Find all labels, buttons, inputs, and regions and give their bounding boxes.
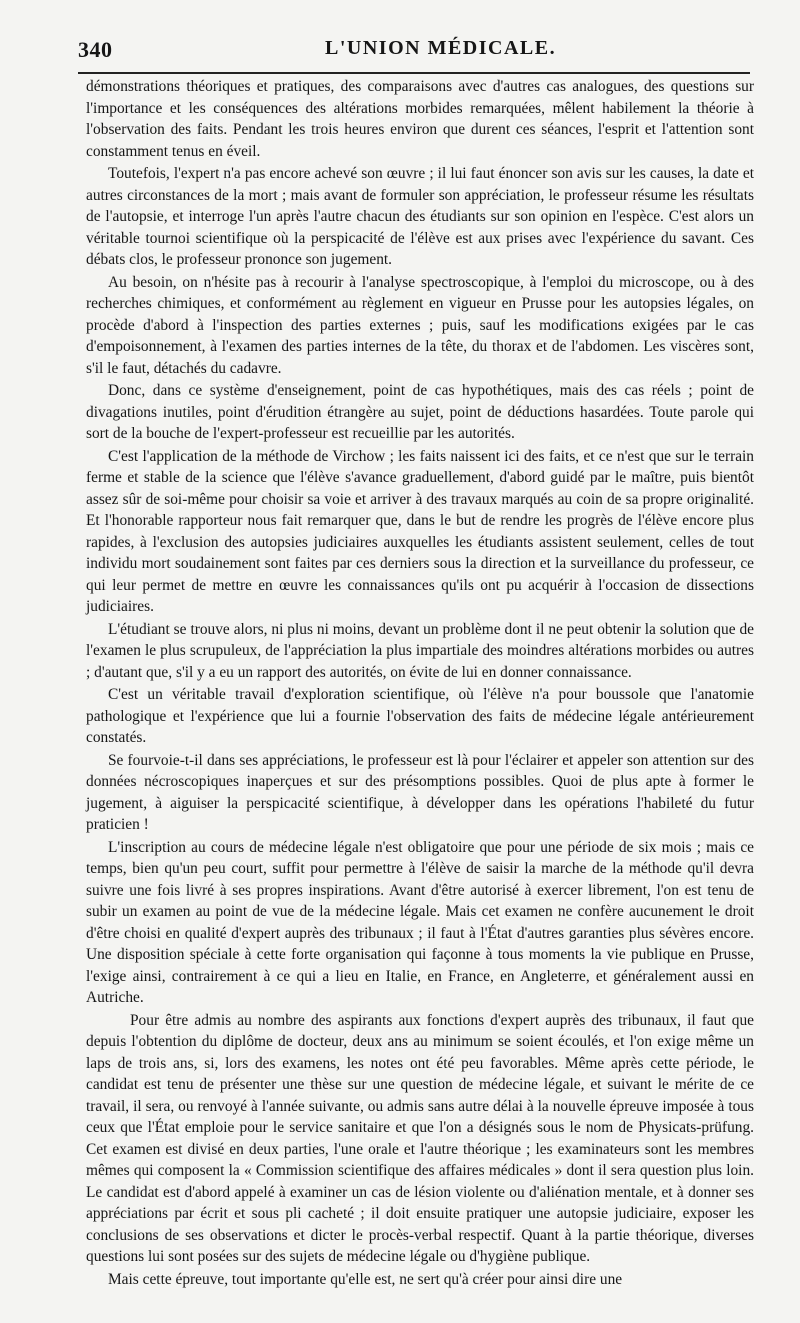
paragraph: démonstrations théoriques et pratiques, des comparaisons avec d'autres cas analogues, des questions sur l'importance et les conséquences des altérations morbides remarquées, mêlent habilement la théorie à l'observation des faits. Pendant les trois heures environ que durent ces séances, l'esprit et l'attention sont constamment tenus en éveil. [86, 78, 754, 160]
paragraph: Pour être admis au nombre des aspirants aux fonctions d'expert auprès des tribunaux, il faut que depuis l'obtention du diplôme de docteur, deux ans au minimum se soient écoulés, et l'on exige même un laps de trois ans, si, lors des examens, les notes ont été peu favorables. Même après cette période, le candidat est tenu de présenter une thèse sur une question de médecine légale, et suivant le mérite de ce travail, il sera, ou renvoyé à l'année suivante, ou admis sans autre délai à la nouvelle épreuve imposée à tous ceux que l'État emploie pour le service sanitaire et que l'on a désignés sous le nom de Physicats-prüfung. Cet examen est divisé en deux parties, l'une orale et l'autre théorique ; les examinateurs sont les membres mêmes qui composent la « Commission scientifique des affaires médicales » dont il sera question plus loin. Le candidat est d'abord appelé à examiner un cas de lésion violente ou d'aliénation mentale, et à donner ses appréciations par écrit et sous pli cacheté ; il doit ensuite pratiquer une autopsie judiciaire, exposer les conclusions de ses observations et dicter le procès-verbal respectif. Quant à la partie théorique, diverses questions lui sont posées sur des sujets de médecine légale ou d'hygiène publique. [86, 1011, 754, 1265]
paragraph: Mais cette épreuve, tout importante qu'elle est, ne sert qu'à créer pour ainsi dire une [108, 1270, 623, 1288]
paragraph: L'étudiant se trouve alors, ni plus ni moins, devant un problème dont il ne peut obtenir la solution que de l'examen le plus scrupuleux, de l'appréciation la plus impartiale des moindres altérations morbides ou autres ; d'autant que, s'il y a eu un rapport des autorités, on évite de lui en donner connaissance. [86, 620, 754, 681]
paragraph: Se fourvoie-t-il dans ses appréciations, le professeur est là pour l'éclairer et appeler son attention sur des données nécroscopiques inaperçues et sur des présomptions possibles. Quoi de plus apte à former le jugement, à aiguiser la perspicacité scientifique, à développer dans les opérations l'habileté du futur praticien ! [86, 751, 754, 833]
header-rule [78, 72, 750, 74]
paragraph: L'inscription au cours de médecine légale n'est obligatoire que pour une période de six mois ; mais ce temps, bien qu'un peu court, suffit pour permettre à l'élève de saisir la marche de la méthode qu'il devra suivre une fois livré à ses propres inspirations. Avant d'être autorisé à exercer librement, l'on est tenu de subir un examen au point de vue de la médecine légale. Mais cet examen ne confère aucunement le droit d'être choisi en qualité d'expert auprès des tribunaux ; il faut à l'État d'autres garanties plus sévères encore. Une disposition spéciale à cette forte organisation qui façonne à tous moments la vie publique en Prusse, l'exige ainsi, contrairement à ce qui a lieu en Italie, en France, en Angleterre, et généralement aussi en Autriche. [86, 838, 754, 1006]
paragraph: Toutefois, l'expert n'a pas encore achevé son œuvre ; il lui faut énoncer son avis sur les causes, la date et autres circonstances de la mort ; mais avant de formuler son appréciation, le professeur résume les résultats de l'autopsie, et interroge l'un après l'autre chacun des étudiants sur son opinion en l'espèce. C'est alors un véritable tournoi scientifique où la perspicacité de l'élève est aux prises avec l'expérience du savant. Ces débats clos, le professeur prononce son jugement. [86, 165, 754, 268]
running-title: L'UNION MÉDICALE. [325, 37, 557, 59]
paragraph: C'est un véritable travail d'exploration scientifique, où l'élève n'a pour boussole que l'anatomie pathologique et l'expérience que lui a fournie l'observation des faits de médecine légale antérieurement constatés. [86, 686, 754, 746]
paragraph: Au besoin, on n'hésite pas à recourir à l'analyse spectroscopique, à l'emploi du microscope, ou à des recherches chimiques, et conformément au règlement en vigueur en Prusse pour les autopsies légales, on procède d'abord à l'inspection des parties externes ; puis, sauf les modifications exigées par le cas d'empoisonnement, à l'examen des parties internes de la tête, du thorax et de l'abdomen. Les viscères sont, s'il le faut, détachés du cadavre. [86, 273, 754, 377]
page-header [70, 33, 760, 63]
paragraph: Donc, dans ce système d'enseignement, point de cas hypothétiques, mais des cas réels ; point de divagations inutiles, point d'érudition étrangère au sujet, point de déductions hasardées. Toute parole qui sort de la bouche de l'expert-professeur est recueillie par les autorités. [86, 382, 754, 442]
page-number: 340 [78, 37, 113, 62]
paragraph: C'est l'application de la méthode de Virchow ; les faits naissent ici des faits, et ce n'est que sur le terrain ferme et stable de la science que l'élève s'avance graduellement, d'abord guidé par le maître, puis bientôt assez sûr de soi-même pour choisir sa voie et arriver à des travaux marqués au coin de sa propre originalité. Et l'honorable rapporteur nous fait remarquer que, dans le but de rendre les progrès de l'élève encore plus rapides, à l'exclusion des autopsies judiciaires auxquelles les étudiants assistent seulement, celles de tout individu mort soudainement sont faites par ces derniers sous la direction et la surveillance du professeur, ce qui leur permet de mettre en œuvre les connaissances qu'ils ont pu acquérir à l'occasion de dissections judiciaires. [86, 447, 754, 615]
article-body [86, 76, 754, 1291]
